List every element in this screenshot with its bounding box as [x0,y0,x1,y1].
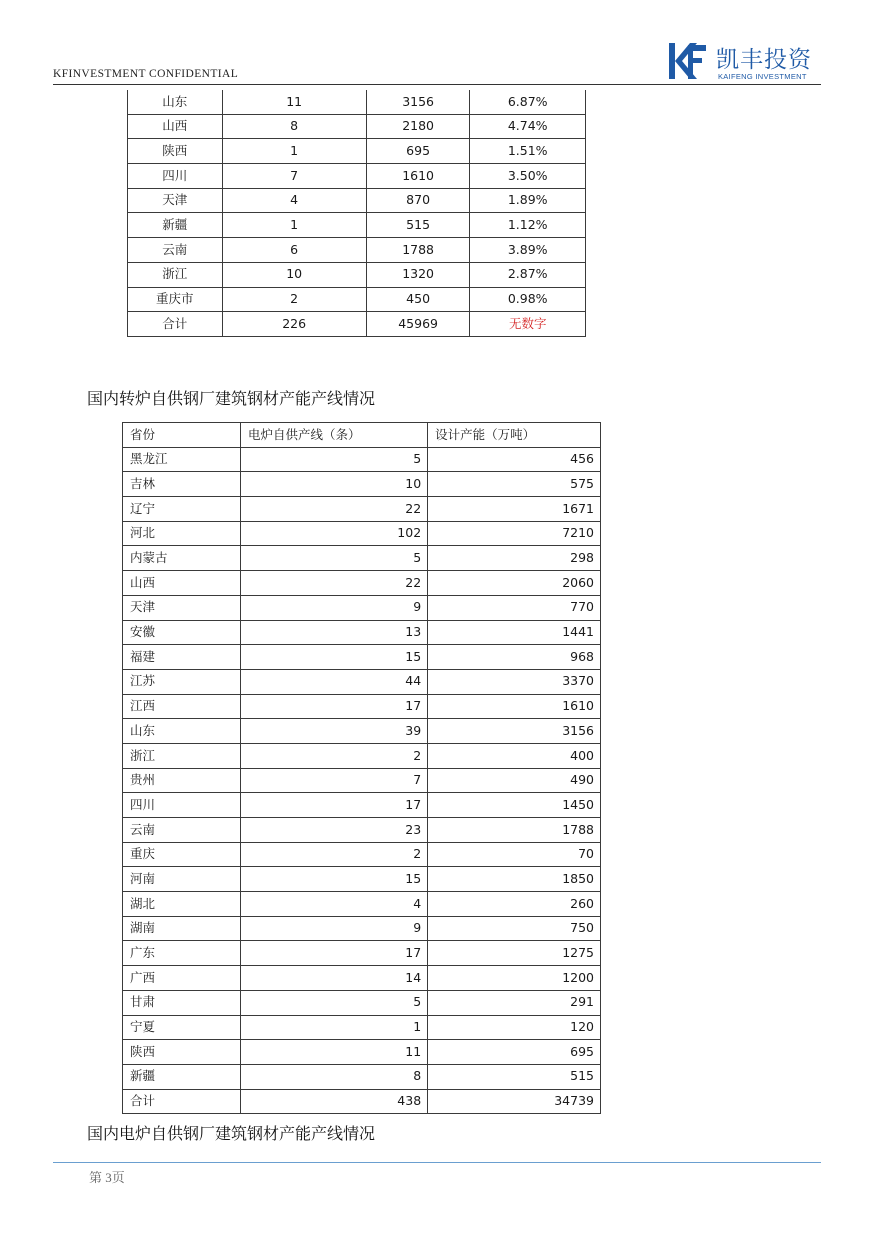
table-cell: 102 [240,521,427,546]
table-cell: 44 [240,669,427,694]
confidential-label: KFINVESTMENT CONFIDENTIAL [53,68,239,80]
table-cell: 广西 [123,966,241,991]
section-title-electric-furnace: 国内电炉自供钢厂建筑钢材产能产线情况 [87,1124,376,1143]
table-cell: 9 [240,595,427,620]
table-row [128,139,586,164]
table-cell: 490 [428,768,601,793]
table-cell: 江苏 [123,669,241,694]
table-cell: 2.87% [470,262,586,287]
table-cell: 4.74% [470,114,586,139]
table-row [123,941,601,966]
table-row [123,818,601,843]
table-cell: 新疆 [128,213,223,238]
table-cell: 1.12% [470,213,586,238]
table-row [128,164,586,189]
table-cell: 8 [240,1064,427,1089]
table-cell: 39 [240,719,427,744]
table-cell: 福建 [123,645,241,670]
table-row [123,669,601,694]
table-cell: 4 [222,188,366,213]
table-row [123,472,601,497]
logo-english-name: KAIFENG INVESTMENT [718,72,807,81]
table-row [128,188,586,213]
table-cell: 四川 [128,164,223,189]
section-title-converter: 国内转炉自供钢厂建筑钢材产能产线情况 [87,389,376,408]
table-cell: 15 [240,645,427,670]
table-cell: 浙江 [128,262,223,287]
table-row [123,719,601,744]
table-cell: 宁夏 [123,1015,241,1040]
table-row [123,497,601,522]
table-cell: 云南 [123,818,241,843]
table-cell: 1441 [428,620,601,645]
table-cell: 17 [240,694,427,719]
table-cell: 陕西 [123,1040,241,1065]
table-cell: 17 [240,793,427,818]
table-row [123,892,601,917]
table-cell: 695 [366,139,470,164]
table-cell: 江西 [123,694,241,719]
table-cell: 0.98% [470,287,586,312]
table-row [123,595,601,620]
table-row [123,1015,601,1040]
footer-divider [53,1162,821,1163]
table-cell: 4 [240,892,427,917]
table-cell: 1671 [428,497,601,522]
electric-furnace-table [122,422,601,1114]
table-cell: 陕西 [128,139,223,164]
table-cell: 四川 [123,793,241,818]
table-cell: 6 [222,238,366,263]
table-cell: 23 [240,818,427,843]
table-cell: 贵州 [123,768,241,793]
table-cell: 17 [240,941,427,966]
logo-chinese-name: 凯丰投资 [716,47,812,73]
table-cell: 安徽 [123,620,241,645]
table-cell: 浙江 [123,743,241,768]
table-cell: 7210 [428,521,601,546]
table-cell: 天津 [128,188,223,213]
table-row [123,521,601,546]
table-cell: 山东 [128,90,223,114]
table-cell: 重庆市 [128,287,223,312]
table-cell: 甘肃 [123,990,241,1015]
table-cell: 河南 [123,867,241,892]
table-cell: 1610 [428,694,601,719]
table-cell: 226 [222,312,366,337]
table-row [128,213,586,238]
table-cell: 1450 [428,793,601,818]
table-cell: 13 [240,620,427,645]
table-row [123,842,601,867]
table-cell: 3156 [428,719,601,744]
column-header: 省份 [123,423,241,448]
table-cell: 2 [240,743,427,768]
table-cell: 1.89% [470,188,586,213]
table-row [123,743,601,768]
table-cell: 3.89% [470,238,586,263]
table-cell: 7 [222,164,366,189]
table-cell: 2060 [428,571,601,596]
table-cell: 870 [366,188,470,213]
table-cell: 450 [366,287,470,312]
table-cell: 70 [428,842,601,867]
table-cell: 5 [240,447,427,472]
kf-logo-icon [666,40,708,82]
table-row [128,287,586,312]
table-cell: 515 [366,213,470,238]
table-row [128,262,586,287]
table-cell: 1 [222,139,366,164]
table-row [123,768,601,793]
table-cell: 750 [428,916,601,941]
table-row [123,1040,601,1065]
table-cell: 2 [222,287,366,312]
table-cell: 2180 [366,114,470,139]
table-cell: 34739 [428,1089,601,1114]
table-cell: 无数字 [470,312,586,337]
table-row [123,447,601,472]
table-cell: 45969 [366,312,470,337]
table-cell: 7 [240,768,427,793]
table-row [123,620,601,645]
capacity-share-table [127,90,586,337]
table-cell: 10 [222,262,366,287]
table-header-row [123,423,601,448]
table-cell: 15 [240,867,427,892]
table-row [123,571,601,596]
table-cell: 1 [222,213,366,238]
table-cell: 天津 [123,595,241,620]
table-cell: 3370 [428,669,601,694]
table-cell: 14 [240,966,427,991]
page-number: 第 3页 [89,1170,125,1185]
table-cell: 120 [428,1015,601,1040]
table-cell: 5 [240,990,427,1015]
table-cell: 695 [428,1040,601,1065]
table-cell: 1275 [428,941,601,966]
table-cell: 260 [428,892,601,917]
column-header: 电炉自供产线（条） [240,423,427,448]
table-cell: 黑龙江 [123,447,241,472]
table-row [123,916,601,941]
header-divider [53,84,821,85]
table-cell: 湖南 [123,916,241,941]
table-cell: 3.50% [470,164,586,189]
table-cell: 河北 [123,521,241,546]
table-cell: 968 [428,645,601,670]
table-cell: 1788 [366,238,470,263]
table-cell: 575 [428,472,601,497]
table-cell: 291 [428,990,601,1015]
table-cell: 11 [240,1040,427,1065]
table-cell: 6.87% [470,90,586,114]
table-cell: 1320 [366,262,470,287]
table-row [123,966,601,991]
table-cell: 内蒙古 [123,546,241,571]
table-cell: 1850 [428,867,601,892]
table-cell: 1610 [366,164,470,189]
company-logo [666,40,822,84]
table-row [128,90,586,114]
table-cell: 9 [240,916,427,941]
table-row [123,1089,601,1114]
table-cell: 广东 [123,941,241,966]
table-row [123,990,601,1015]
table-cell: 8 [222,114,366,139]
column-header: 设计产能（万吨） [428,423,601,448]
table-cell: 山西 [123,571,241,596]
table-cell: 515 [428,1064,601,1089]
table-cell: 298 [428,546,601,571]
table-cell: 湖北 [123,892,241,917]
table-cell: 1788 [428,818,601,843]
table-cell: 合计 [128,312,223,337]
table-cell: 10 [240,472,427,497]
table-cell: 辽宁 [123,497,241,522]
table-cell: 22 [240,571,427,596]
table-cell: 重庆 [123,842,241,867]
table-cell: 吉林 [123,472,241,497]
table-cell: 1 [240,1015,427,1040]
table-cell: 438 [240,1089,427,1114]
table-cell: 云南 [128,238,223,263]
table-cell: 山西 [128,114,223,139]
table-row [123,645,601,670]
table-cell: 新疆 [123,1064,241,1089]
table-row [123,1064,601,1089]
table-row [128,114,586,139]
table-cell: 456 [428,447,601,472]
table-cell: 合计 [123,1089,241,1114]
table-cell: 1200 [428,966,601,991]
table-cell: 11 [222,90,366,114]
table-cell: 3156 [366,90,470,114]
table-cell: 1.51% [470,139,586,164]
table-row [123,867,601,892]
table-row [128,312,586,337]
table-row [123,793,601,818]
table-cell: 2 [240,842,427,867]
table-row [123,546,601,571]
table-cell: 770 [428,595,601,620]
table-cell: 5 [240,546,427,571]
table-cell: 400 [428,743,601,768]
table-row [128,238,586,263]
table-row [123,694,601,719]
table-cell: 22 [240,497,427,522]
table-cell: 山东 [123,719,241,744]
